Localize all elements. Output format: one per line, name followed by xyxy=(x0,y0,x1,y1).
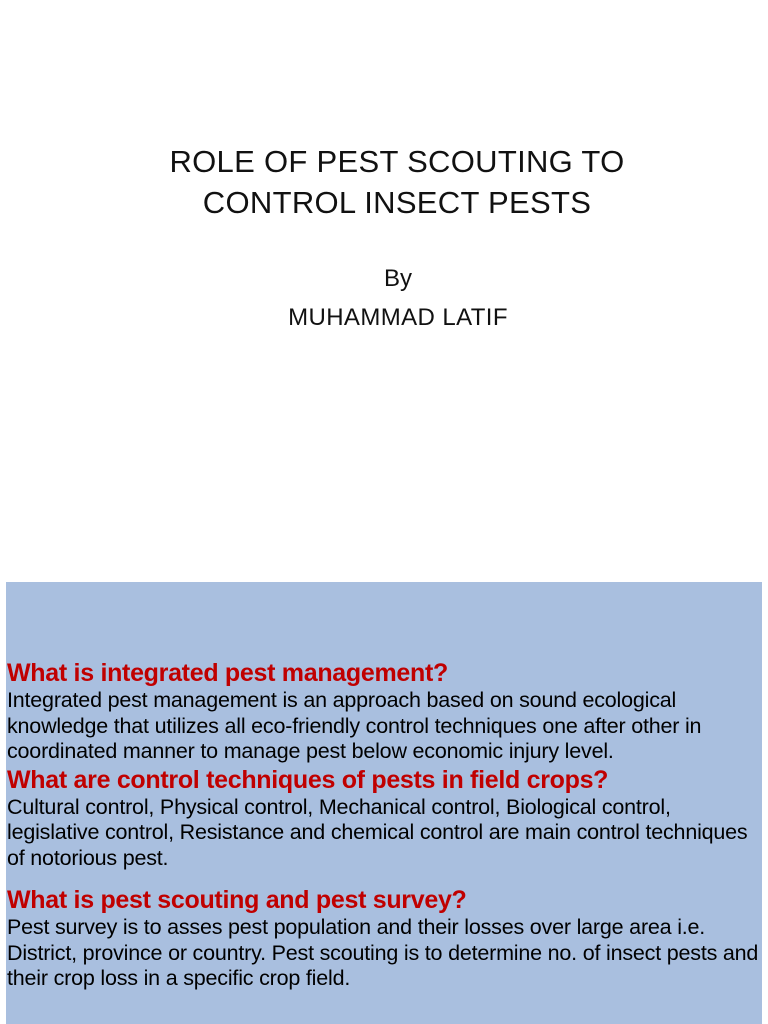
question-control-techniques: What are control techniques of pests in field crops? xyxy=(7,765,609,794)
answer-control-techniques: Cultural control, Physical control, Mechanical control, Biological control, legislative control, Resistance and chemical control are main control techniques of notorious pest. xyxy=(7,794,748,870)
section-spacer xyxy=(7,871,759,885)
presentation-title xyxy=(0,141,768,223)
question-ipm: What is integrated pest management? xyxy=(7,659,448,687)
content-slide xyxy=(6,582,762,1024)
answer-ipm: Integrated pest management is an approach based on sound ecological knowledge that utilizes all eco-friendly control techniques one after other in coordinated manner to manage pest below economic injury level. xyxy=(7,688,702,763)
title-line-2: CONTROL INSECT PESTS xyxy=(202,185,592,220)
by-label: By xyxy=(383,265,412,292)
author-name: MUHAMMAD LATIF xyxy=(288,304,508,331)
title-line-1: ROLE OF PEST SCOUTING TO xyxy=(169,144,625,179)
question-pest-scouting: What is pest scouting and pest survey? xyxy=(7,886,467,914)
qa-content xyxy=(7,658,759,992)
answer-pest-scouting: Pest survey is to asses pest population and their losses over large area i.e. District, province or country. Pest scouting is to determine no. of insect pests and their crop loss in a specific crop field. xyxy=(7,915,759,990)
